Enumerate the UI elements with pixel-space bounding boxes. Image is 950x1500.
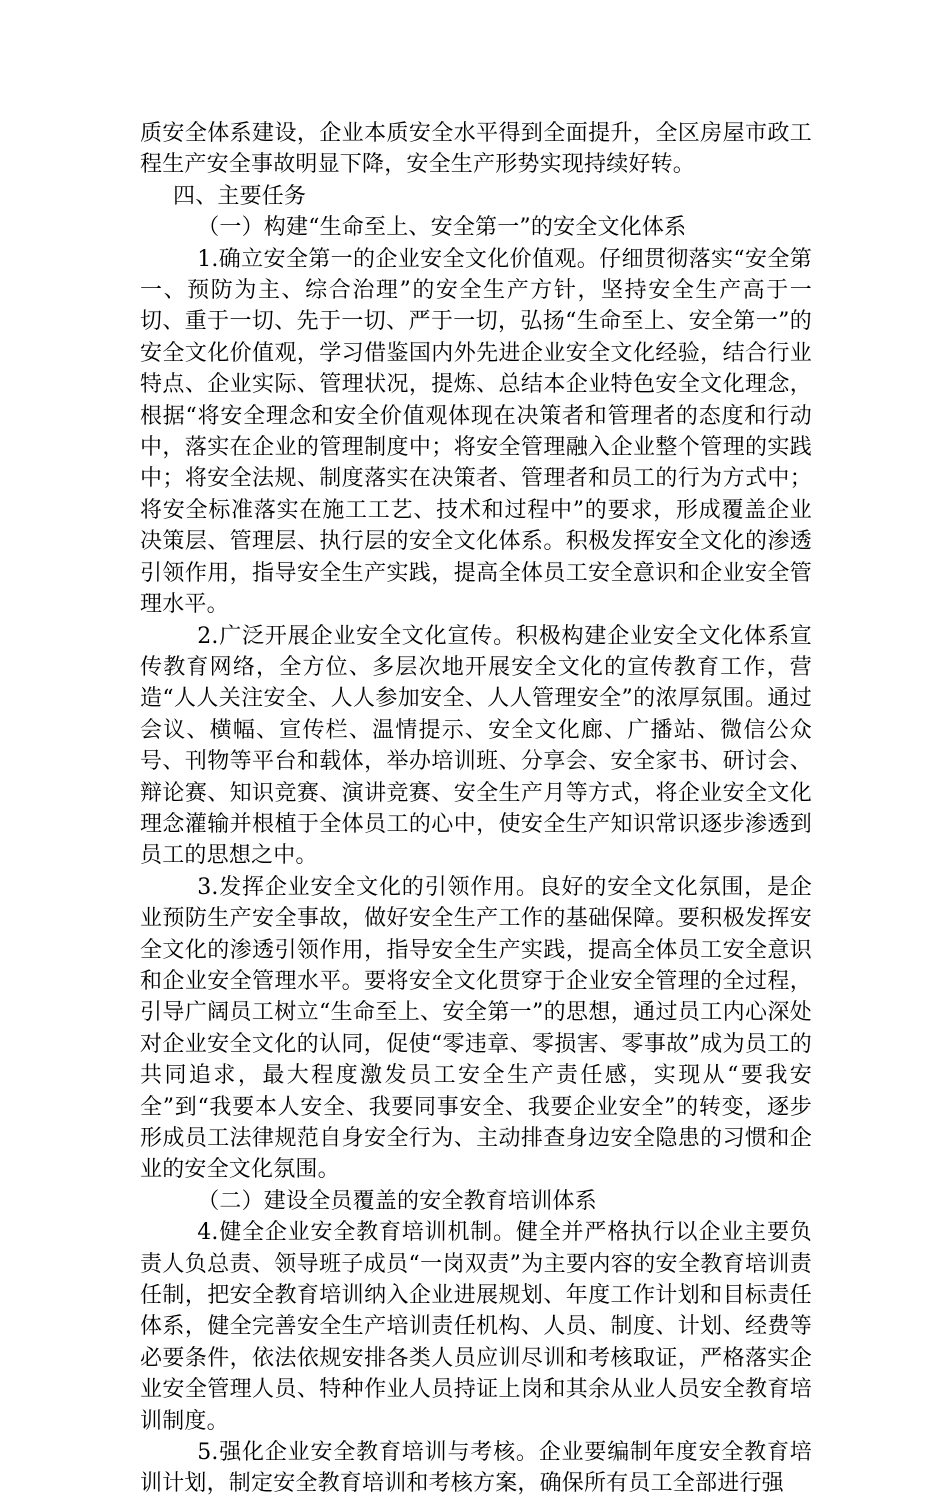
subsection-heading-training-system: （二）建设全员覆盖的安全教育培训体系	[197, 1188, 597, 1214]
paragraph-item-4: 4.健全企业安全教育培训机制。健全并严格执行以企业主要负责人负总责、领导班子成员“一岗双责”为主要内容的安全教育培训责任制，把安全教育培训纳入企业进展规划、年度工作计划和目标责任体系，健全完善安全生产培训责任机构、人员、制度、计划、经费等必要条件，依法依规安排各类人员应训尽训和考核取证，严格落实企业安全管理人员、特种作业人员持证上岗和其余从业人员安全教育培训制度。	[140, 1220, 812, 1434]
paragraph-item-1: 1.确立安全第一的企业安全文化价值观。仔细贯彻落实“安全第一、预防为主、综合治理”的安全生产方针，坚持安全生产高于一切、重于一切、先于一切、严于一切，弘扬“生命至上、安全第一”的安全文化价值观，学习借鉴国内外先进企业安全文化经验，结合行业特点、企业实际、管理状况，提炼、总结本企业特色安全文化理念，根据“将安全理念和安全价值观体现在决策者和管理者的态度和行动中，落实在企业的管理制度中；将安全管理融入企业整个管理的实践中；将安全法规、制度落实在决策者、管理者和员工的行为方式中；将安全标准落实在施工工艺、技术和过程中”的要求，形成覆盖企业决策层、管理层、执行层的安全文化体系。积极发挥安全文化的渗透引领作用，指导安全生产实践，提高全体员工安全意识和企业安全管理水平。	[140, 246, 812, 618]
paragraph-item-5: 5.强化企业安全教育培训与考核。企业要编制年度安全教育培训计划，制定安全教育培训和考核方案，确保所有员工全部进行强	[140, 1440, 812, 1497]
paragraph-item-2: 2.广泛开展企业安全文化宣传。积极构建企业安全文化体系宣传教育网络，全方位、多层次地开展安全文化的宣传教育工作，营造“人人关注安全、人人参加安全、人人管理安全”的浓厚氛围。通过会议、横幅、宣传栏、温情提示、安全文化廊、广播站、微信公众号、刊物等平台和载体，举办培训班、分享会、安全家书、研讨会、辩论赛、知识竞赛、演讲竞赛、安全生产月等方式，将企业安全文化理念灌输并根植于全体员工的心中，使安全生产知识常识逐步渗透到员工的思想之中。	[140, 623, 812, 869]
paragraph-intro: 质安全体系建设，企业本质安全水平得到全面提升，全区房屋市政工程生产安全事故明显下降，安全生产形势实现持续好转。	[140, 121, 812, 178]
subsection-heading-safety-culture: （一）构建“生命至上、安全第一”的安全文化体系	[197, 215, 687, 241]
paragraph-item-3: 3.发挥企业安全文化的引领作用。良好的安全文化氛围，是企业预防生产安全事故，做好安全生产工作的基础保障。要积极发挥安全文化的渗透引领作用，指导安全生产实践，提高全体员工安全意识和企业安全管理水平。要将安全文化贯穿于企业安全管理的全过程，引导广阔员工树立“生命至上、安全第一”的思想，通过员工内心深处对企业安全文化的认同，促使“零违章、零损害、零事故”成为员工的共同追求，最大程度激发员工安全生产责任感，实现从“要我安全”到“我要本人安全、我要同事安全、我要企业安全”的转变，逐步形成员工法律规范自身安全行为、主动排查身边安全隐患的习惯和企业的安全文化氛围。	[140, 874, 812, 1183]
section-heading-main-tasks: 四、主要任务	[173, 183, 307, 209]
document-page	[140, 118, 812, 1500]
